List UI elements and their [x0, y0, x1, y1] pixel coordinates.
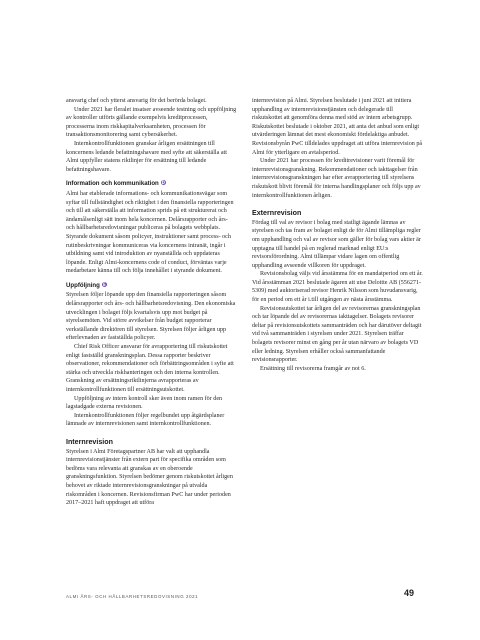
section-badge-icon: E — [102, 281, 106, 287]
paragraph: Almi har etablerade informations- och kommunikationsvägar som syftar till fullständighet och riktighet i den finansiella rapporteringen och till att säkerställa att information sprids på ett strukturerat och ändamålsenligt sätt inom hela koncernen. Delårsrapporter och års- och hållbarhetsredovisningar publiceras på bolagets webbplats. Styrande dokument såsom policyer, instruktioner samt process- och rutinbeskrivningar kommuniceras via koncernens intranät, ingår i utbildning samt vid introduktion av nyanställda och uppdateras löpande. Enligt Almi-koncernens code of conduct, förväntas varje medarbetare känna till och följa innehållet i styrande dokument. — [66, 190, 234, 275]
right-column — [252, 97, 423, 373]
section-heading-external-audit: Externrevision — [252, 209, 302, 218]
paragraph: Under 2021 har processen för kreditrevisioner varit föremål för internrevisionsgranskning. Rekommendationer och iakttagelser från internrevisionsgranskningen har efter avrapportering till styrelsens riskutskott blivit föremål för interna handlingsplaner och följs upp av internkontrollfunktionen årligen. — [252, 158, 421, 199]
heading-text: Uppföljning — [66, 281, 100, 289]
left-intro — [66, 97, 237, 174]
section-heading-internal-audit: Internrevision — [66, 437, 113, 446]
paragraph: Fördag till val av revisor i bolag med statligt ägande lämnas av styrelsen och tas fram av bolaget enligt de för Almi tillämpliga regler om upphandling och val av revisor som gäller för bolag vars aktier är upptagna till handel på en reglerad marknad enligt EU:s revisorsförordning. Almi tillämpar vidare lagen om offentlig upphandling avseende villkoren för uppdraget. — [252, 219, 421, 269]
heading-text: Information och kommunikation — [66, 180, 159, 188]
section-heading-followup — [66, 282, 237, 291]
paragraph: Styrelsen följer löpande upp den finansiella rapporteringen såsom delårsrapporter och års- och hållbarhetsredovisning. Den ekonomiska utvecklingen i bolaget följs kvartalsvis upp mot budget på styrelsemöten. Vid större avvikelser från budget rapporterar verkställande direktören till styrelsen. Styrelsen följer årligen upp efterlevnaden av fastställda policyer. — [66, 292, 236, 342]
footer-label: ALMI ÅRS- OCH HÅLLBARHETSREDOVISNING 2021 — [66, 594, 199, 599]
paragraph: Styrelsen i Almi Företagspartner AB har valt att upphandla internrevisionstjänster från extern part för specifika områden som bedöms vara relevanta att granskas av en oberoende granskningsfunktion. Styrelsen bedömer genom riskutskottet årligen behovet av riktade internrevisionsgranskningar på utvalda riskområden i koncernen. Revisionsfirman PwC har under perioden 2017–2021 haft uppdraget att utföra — [66, 448, 233, 507]
left-column — [66, 97, 237, 508]
paragraph: Revisionsutskottet tar årligen del av revisorernas granskningsplan och tar löpande del av revisorernas iakttagelser. Bolagets revisorer deltar på revisionsutskottets sammanträden och har därutöver deltagit vid två sammanträden i styrelsen under 2021. Styrelsen träffar bolagets revisorer minst en gång per år utan närvaro av bolagets VD eller ledning. Styrelsen erhåller också sammanfattande revisionsrapporter. — [252, 305, 422, 364]
section-heading-information — [66, 180, 237, 189]
paragraph: Under 2021 har fleralet insatser avseende testning och uppföljning av kontroller utförts gällande exempelvis kreditprocessen, processerna inom riskkapitalverksamheten, processen för transaktionsmonitorering samt cybersäkerhet. — [66, 106, 237, 139]
paragraph: Internkontrollfunktionen granskar årligen ersättningen till koncernens ledande befattningshavare med syfte att säkerställa att Almi uppfyller statens riktlinjer för ersättning till ledande befattningshavare. — [66, 140, 227, 173]
paragraph: Uppföljning av intern kontroll sker även inom ramen för den lagstadgade externa revisionen. — [66, 395, 223, 411]
paragraph: Ersättning till revisorerna framgår av not 6. — [260, 365, 366, 372]
paragraph: Revisionsbolag väljs vid årsstämma för en mandatperiod om ett år. Vid årsstämman 2021 beslutade ägaren att utse Deloitte AB (556271-5309) med auktoriserad revisor Henrik Nilsson som huvudansvarig, för en period om ett år i.till utgången av nästa årsstämma. — [252, 271, 423, 304]
paragraph: Internkontrollfunktionen följer regelbundet upp åtgärdsplaner lämnade av internrevisionen samt internkontrollfunktionen. — [66, 412, 225, 428]
paragraph: ansvarig chef och ytterst ansvarig för det berörda bolaget. — [66, 98, 207, 104]
page-number: 49 — [404, 588, 415, 598]
paragraph: Chief Risk Officer ansvarar för avrapportering till riskutskottet enligt fastställd granskningsplan. Dessa rapporter beskriver observationer, rekommendationer och förbättringsområden i syfte att stärka och utveckla riskhanteringen och den interna kontrollen. Granskning av ersättningsriktlinjerna avrapporteras av internkontrollfunktionen till ersättningsutskottet. — [66, 344, 234, 393]
paragraph: internrevision på Almi. Styrelsen beslutade i juni 2021 att initiera upphandling av internrevisionstjänsten och delegerade till riskutskottet att genomföra denna med stöd av intern arbetsgrupp. Riskutskottet beslutade i oktober 2021, att anta det anbud som enligt utvärderingen lämnat det mest ekonomiskt fördelaktiga anbudet. Revisionsbyrån PwC tilldelades uppdraget att utföra internrevision på Almi för ytterligare en avtalsperiod. — [252, 98, 423, 156]
section-badge-icon: D — [161, 180, 165, 186]
